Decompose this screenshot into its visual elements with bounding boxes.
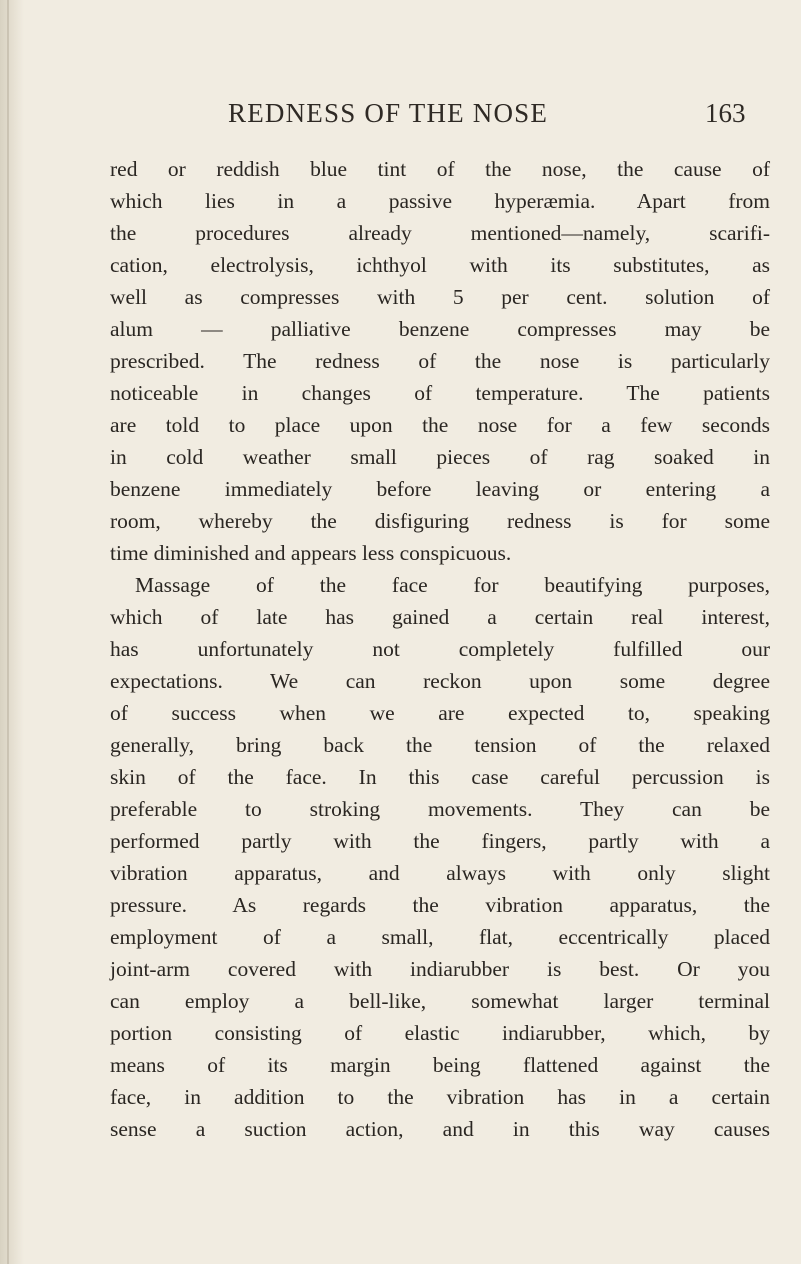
text-line: skin of the face. In this case careful percussion is bbox=[110, 765, 770, 789]
gutter-edge-line bbox=[7, 0, 9, 1264]
binding-gutter bbox=[0, 0, 24, 1264]
text-line: well as compresses with 5 per cent. solution of bbox=[110, 285, 770, 309]
text-line: the procedures already mentioned—namely, scarifi- bbox=[110, 221, 770, 245]
text-line: benzene immediately before leaving or entering a bbox=[110, 477, 770, 501]
text-line: are told to place upon the nose for a few seconds bbox=[110, 413, 770, 437]
text-line: cation, electrolysis, ichthyol with its substitutes, as bbox=[110, 253, 770, 277]
text-line: pressure. As regards the vibration apparatus, the bbox=[110, 893, 770, 917]
text-line: alum — palliative benzene compresses may be bbox=[110, 317, 770, 341]
running-header bbox=[0, 98, 801, 138]
text-line: means of its margin being flattened against the bbox=[110, 1053, 770, 1077]
running-title: REDNESS OF THE NOSE bbox=[228, 98, 549, 128]
text-line: sense a suction action, and in this way causes bbox=[110, 1117, 770, 1141]
text-line: red or reddish blue tint of the nose, the cause of bbox=[110, 157, 770, 181]
text-line: in cold weather small pieces of rag soaked in bbox=[110, 445, 770, 469]
text-line: generally, bring back the tension of the relaxed bbox=[110, 733, 770, 757]
text-line: which of late has gained a certain real interest, bbox=[110, 605, 770, 629]
text-line: time diminished and appears less conspicuous. bbox=[110, 541, 512, 565]
text-line: noticeable in changes of temperature. The patients bbox=[110, 381, 770, 405]
text-line: preferable to stroking movements. They can be bbox=[110, 797, 770, 821]
text-line: room, whereby the disfiguring redness is for some bbox=[110, 509, 770, 533]
text-line: expectations. We can reckon upon some degree bbox=[110, 669, 770, 693]
text-line: face, in addition to the vibration has in a certain bbox=[110, 1085, 770, 1109]
text-line: employment of a small, flat, eccentrically placed bbox=[110, 925, 770, 949]
text-line: which lies in a passive hyperæmia. Apart from bbox=[110, 189, 770, 213]
text-line: vibration apparatus, and always with only slight bbox=[110, 861, 770, 885]
text-line: joint-arm covered with indiarubber is best. Or you bbox=[110, 957, 770, 981]
body-text bbox=[110, 153, 770, 1145]
page-number: 163 bbox=[705, 98, 746, 128]
text-line: has unfortunately not completely fulfilled our bbox=[110, 637, 770, 661]
text-line: can employ a bell-like, somewhat larger terminal bbox=[110, 989, 770, 1013]
text-line: portion consisting of elastic indiarubber, which, by bbox=[110, 1021, 770, 1045]
text-line: prescribed. The redness of the nose is particularly bbox=[110, 349, 770, 373]
text-line: performed partly with the fingers, partly with a bbox=[110, 829, 770, 853]
text-line: Massage of the face for beautifying purposes, bbox=[135, 573, 770, 597]
text-line: of success when we are expected to, speaking bbox=[110, 701, 770, 725]
